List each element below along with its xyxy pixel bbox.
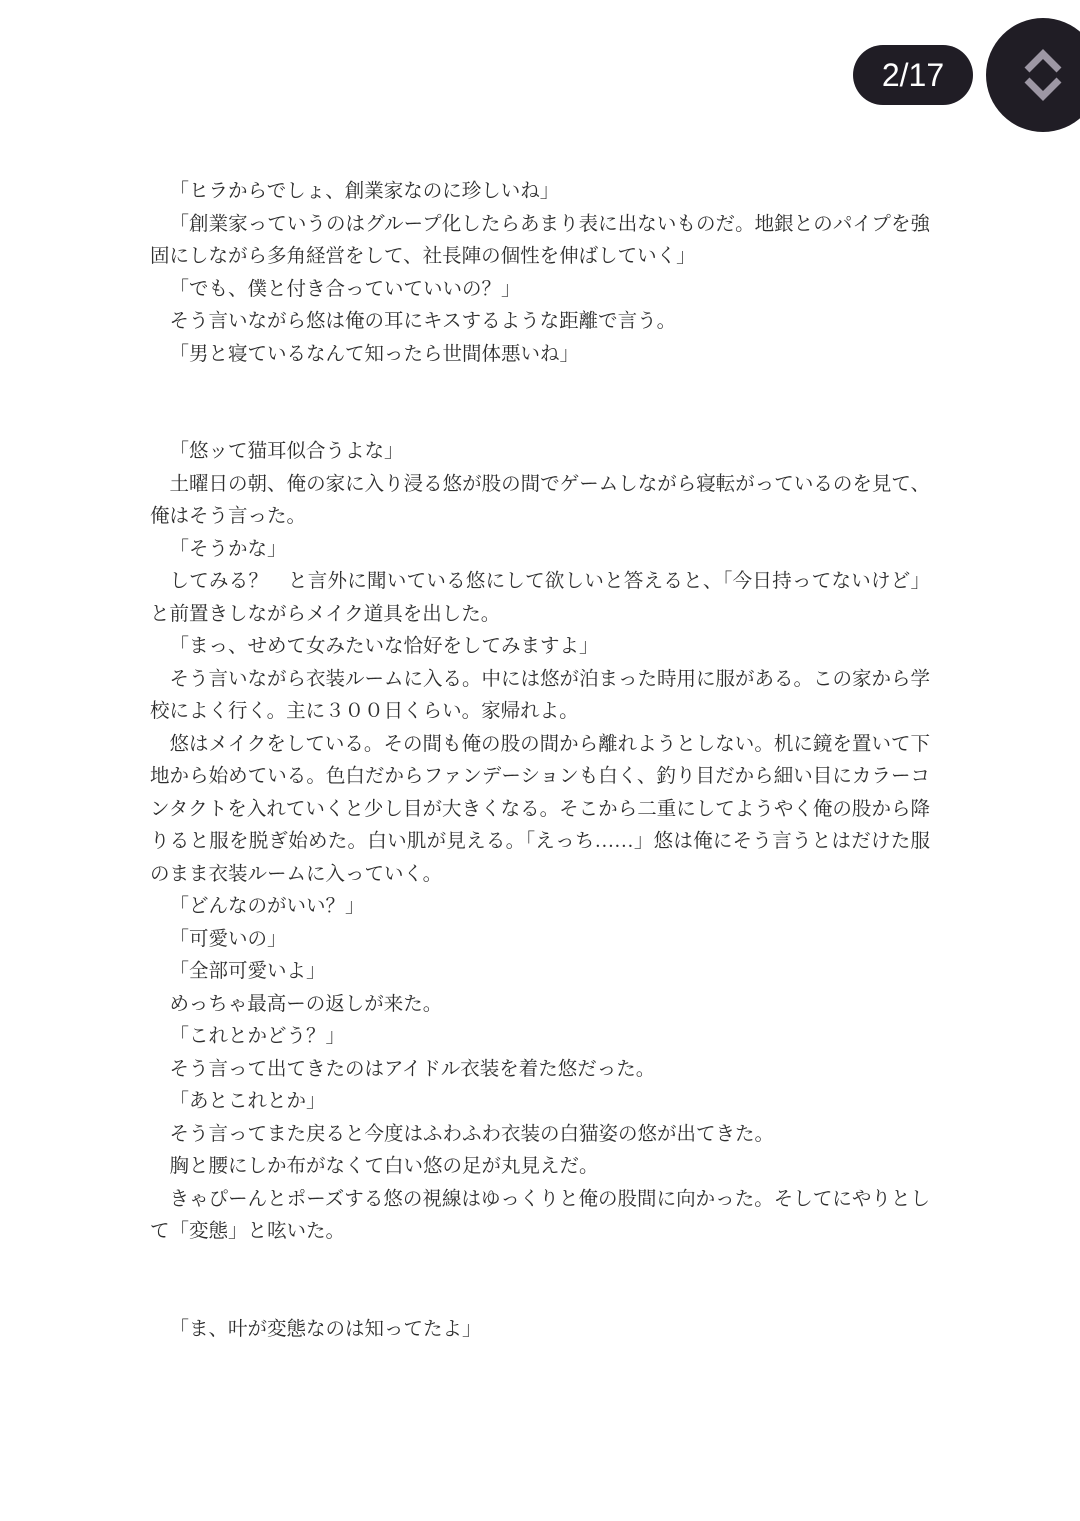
paragraph: 「あとこれとか」	[169, 1091, 326, 1112]
paragraph: してみる？ と言外に聞いている悠にして欲しいと答えると、「今日持ってないけど」と前置きしながらメイク道具を出した。	[150, 571, 930, 625]
scroll-button[interactable]	[986, 18, 1080, 132]
paragraph: 「これとかどう？」	[169, 1026, 346, 1047]
blank-line	[150, 404, 930, 437]
blank-line	[150, 1281, 930, 1314]
page-indicator	[853, 45, 973, 105]
paragraph: 「ま、叶が変態なのは知ってたよ」	[169, 1318, 482, 1340]
paragraph: 「どんなのがいい？」	[169, 896, 365, 917]
paragraph: 「でも、僕と付き合っていていいの？」	[169, 278, 521, 300]
paragraph: 「創業家っていうのはグループ化したらあまり表に出ないものだ。地銀とのパイプを強固にしながら多角経営をして、社長陣の個性を伸ばしていく」	[150, 213, 930, 267]
paragraph: 「全部可愛いよ」	[169, 961, 326, 982]
paragraph: 胸と腰にしか布がなくて白い悠の足が丸見えだ。	[169, 1156, 599, 1177]
blank-line	[150, 1249, 930, 1282]
chevron-up-icon	[1027, 54, 1059, 70]
paragraph: 「ヒラからでしょ、創業家なのに珍しいね」	[169, 181, 560, 202]
paragraph: そう言って出てきたのはアイドル衣装を着た悠だった。	[169, 1058, 656, 1080]
paragraph: 「まっ、せめて女みたいな恰好をしてみますよ」	[169, 636, 599, 657]
paragraph: 「可愛いの」	[169, 928, 287, 950]
paragraph: 土曜日の朝、俺の家に入り浸る悠が股の間でゲームしながら寝転がっているのを見て、俺はそう言った。	[150, 473, 930, 527]
paragraph: そう言ってまた戻ると今度はふわふわ衣装の白猫姿の悠が出てきた。	[169, 1123, 775, 1145]
page-indicator-label: 2/17	[881, 56, 945, 93]
paragraph: 「男と寝ているなんて知ったら世間体悪いね」	[169, 343, 580, 365]
paragraph: そう言いながら衣装ルームに入る。中には悠が泊まった時用に服がある。この家から学校によく行く。主に３００日くらい。家帰れよ。	[150, 668, 931, 722]
paragraph: 「そうかな」	[169, 538, 287, 560]
paragraph: めっちゃ最高ーの返しが来た。	[169, 993, 443, 1015]
paragraph: きゃぴーんとポーズする悠の視線はゆっくりと俺の股間に向かった。そしてにやりとして「変態」と呟いた。	[150, 1188, 930, 1242]
paragraph: 「悠ッて猫耳似合うよな」	[169, 441, 404, 462]
paragraph: 悠はメイクをしている。その間も俺の股の間から離れようとしない。机に鏡を置いて下地から始めている。色白だからファンデーションも白く、釣り目だから細い目にカラーコンタクトを入れていくと少し目が大きくなる。そこから二重にしてようやく俺の股から降りると服を脱ぎ始めた。白い肌が見える。「えっち……」悠は俺にそう言うとはだけた服のまま衣装ルームに入っていく。	[150, 733, 930, 885]
blank-line	[150, 371, 930, 404]
paragraph: そう言いながら悠は俺の耳にキスするような距離で言う。	[169, 311, 677, 332]
page-text	[150, 176, 930, 1346]
chevron-down-icon	[1027, 80, 1059, 96]
